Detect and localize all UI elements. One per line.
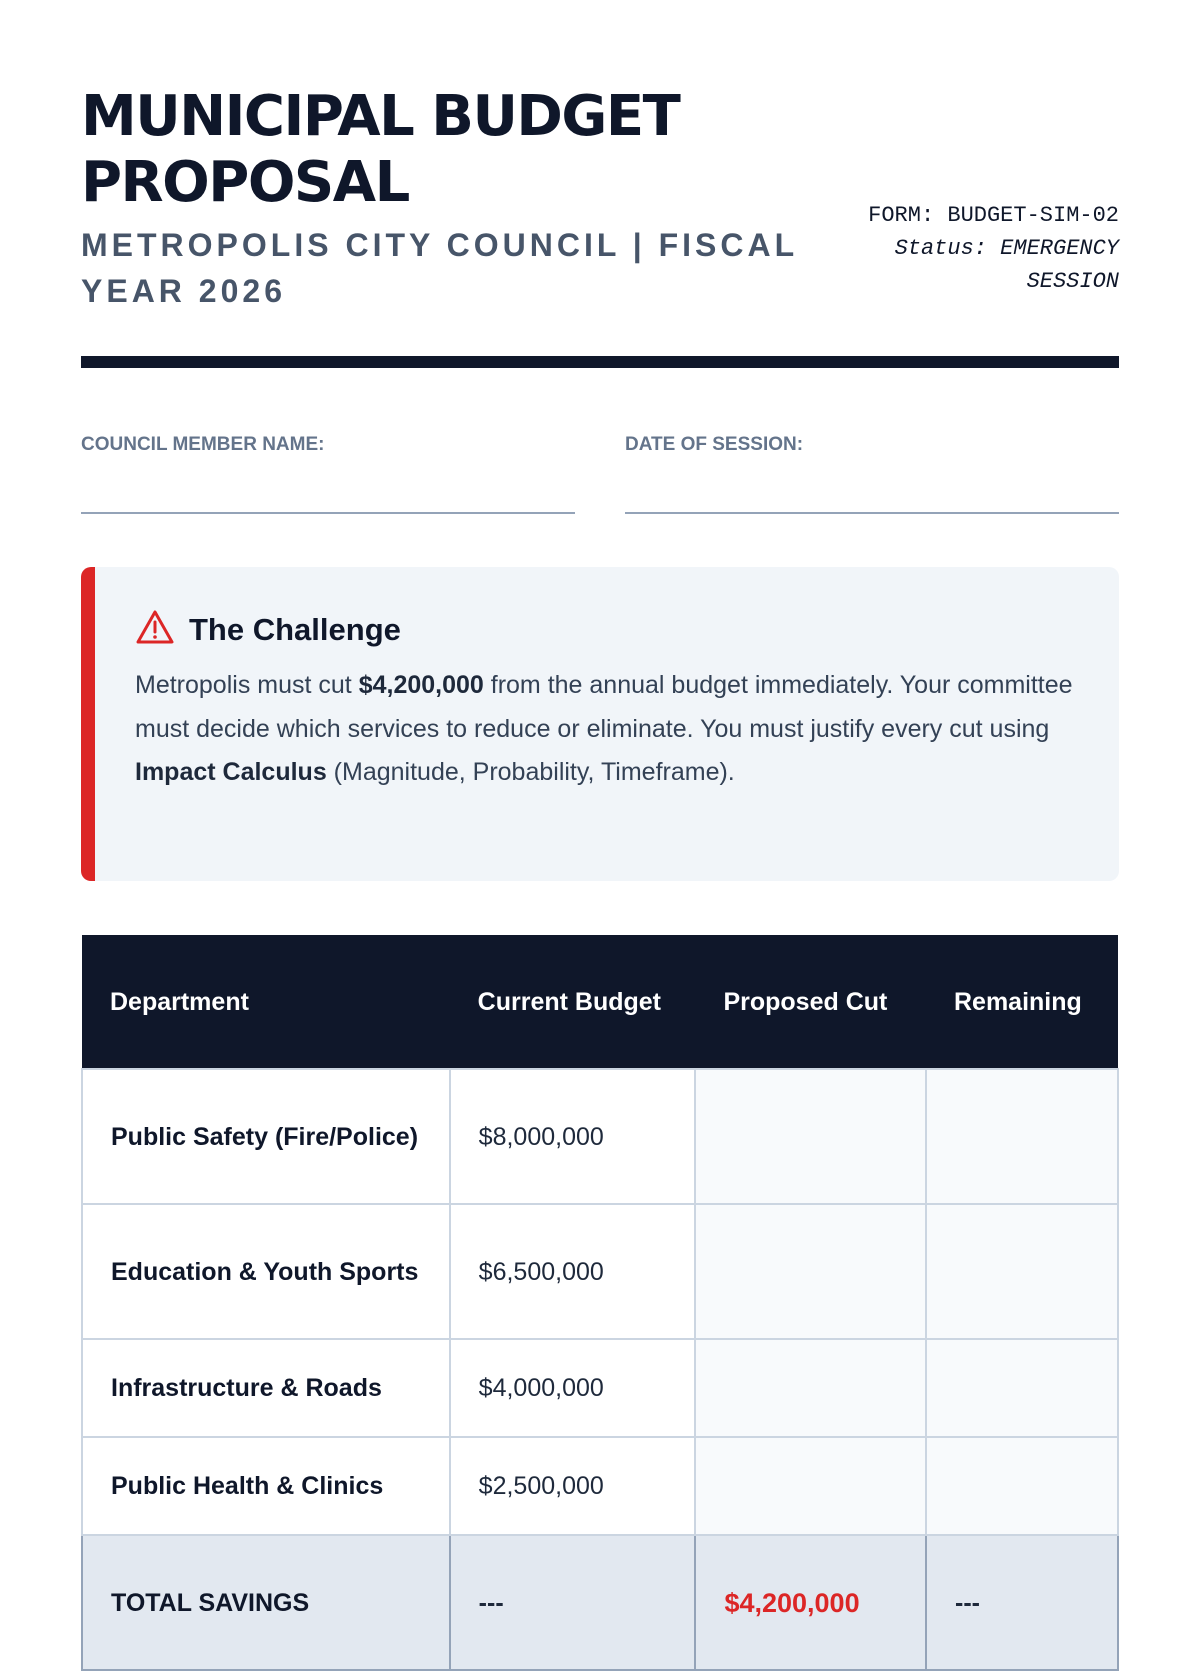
remaining-input[interactable]: [926, 1069, 1118, 1204]
table-row: [82, 1437, 1118, 1535]
remaining-input[interactable]: [926, 1204, 1118, 1339]
total-current: ---: [450, 1535, 696, 1670]
department-cell: Infrastructure & Roads: [82, 1339, 450, 1437]
impact-calculus: Impact Calculus: [135, 758, 327, 786]
title-block: [81, 84, 811, 314]
session-fields: [81, 434, 1119, 514]
council-member-field: [81, 434, 575, 514]
column-header-proposed-cut: Proposed Cut: [695, 935, 926, 1069]
date-field: [625, 434, 1119, 514]
department-cell: Education & Youth Sports: [82, 1204, 450, 1339]
proposed-cut-input[interactable]: [695, 1437, 926, 1535]
proposed-cut-input[interactable]: [695, 1339, 926, 1437]
form-meta: [868, 199, 1119, 314]
table-row: [82, 1069, 1118, 1204]
remaining-input[interactable]: [926, 1437, 1118, 1535]
budget-table: [81, 935, 1119, 1671]
challenge-heading: [135, 609, 1079, 650]
header-divider: [81, 356, 1119, 368]
table-row: [82, 1339, 1118, 1437]
challenge-text-part: (Magnitude, Probability, Timeframe).: [326, 758, 735, 786]
document-header: [81, 0, 1119, 314]
challenge-title: The Challenge: [189, 611, 401, 647]
department-cell: Public Health & Clinics: [82, 1437, 450, 1535]
table-row: [82, 1204, 1118, 1339]
current-budget-cell: $8,000,000: [450, 1069, 696, 1204]
total-cut: $4,200,000: [695, 1535, 926, 1670]
total-savings-row: [82, 1535, 1118, 1670]
table-header-row: [82, 935, 1118, 1069]
cut-amount: $4,200,000: [358, 671, 484, 699]
status-text: Status: EMERGENCY SESSION: [894, 236, 1119, 294]
column-header-remaining: Remaining: [926, 935, 1118, 1069]
challenge-text-part: from the annual budget immediately. Your committee must decide which services to reduce or eliminate. You must justify every cut using: [135, 671, 1073, 743]
total-label: TOTAL SAVINGS: [82, 1535, 450, 1670]
date-label: DATE OF SESSION:: [625, 434, 804, 455]
department-cell: Public Safety (Fire/Police): [82, 1069, 450, 1204]
column-header-current-budget: Current Budget: [450, 935, 696, 1069]
page-title: MUNICIPAL BUDGET PROPOSAL: [81, 84, 680, 215]
current-budget-cell: $4,000,000: [450, 1339, 696, 1437]
date-input[interactable]: [625, 512, 1119, 514]
page-subtitle: METROPOLIS CITY COUNCIL | FISCAL YEAR 2026: [81, 227, 798, 309]
warning-triangle-icon: [135, 609, 175, 650]
proposed-cut-input[interactable]: [695, 1204, 926, 1339]
challenge-text: [135, 664, 1079, 795]
total-remaining: ---: [926, 1535, 1118, 1670]
current-budget-cell: $6,500,000: [450, 1204, 696, 1339]
form-id: FORM: BUDGET-SIM-02: [868, 203, 1119, 228]
challenge-text-part: Metropolis must cut: [135, 671, 359, 699]
council-member-input[interactable]: [81, 512, 575, 514]
challenge-callout: [81, 567, 1119, 881]
council-member-label: COUNCIL MEMBER NAME:: [81, 434, 325, 455]
proposed-cut-input[interactable]: [695, 1069, 926, 1204]
column-header-department: Department: [82, 935, 450, 1069]
remaining-input[interactable]: [926, 1339, 1118, 1437]
current-budget-cell: $2,500,000: [450, 1437, 696, 1535]
